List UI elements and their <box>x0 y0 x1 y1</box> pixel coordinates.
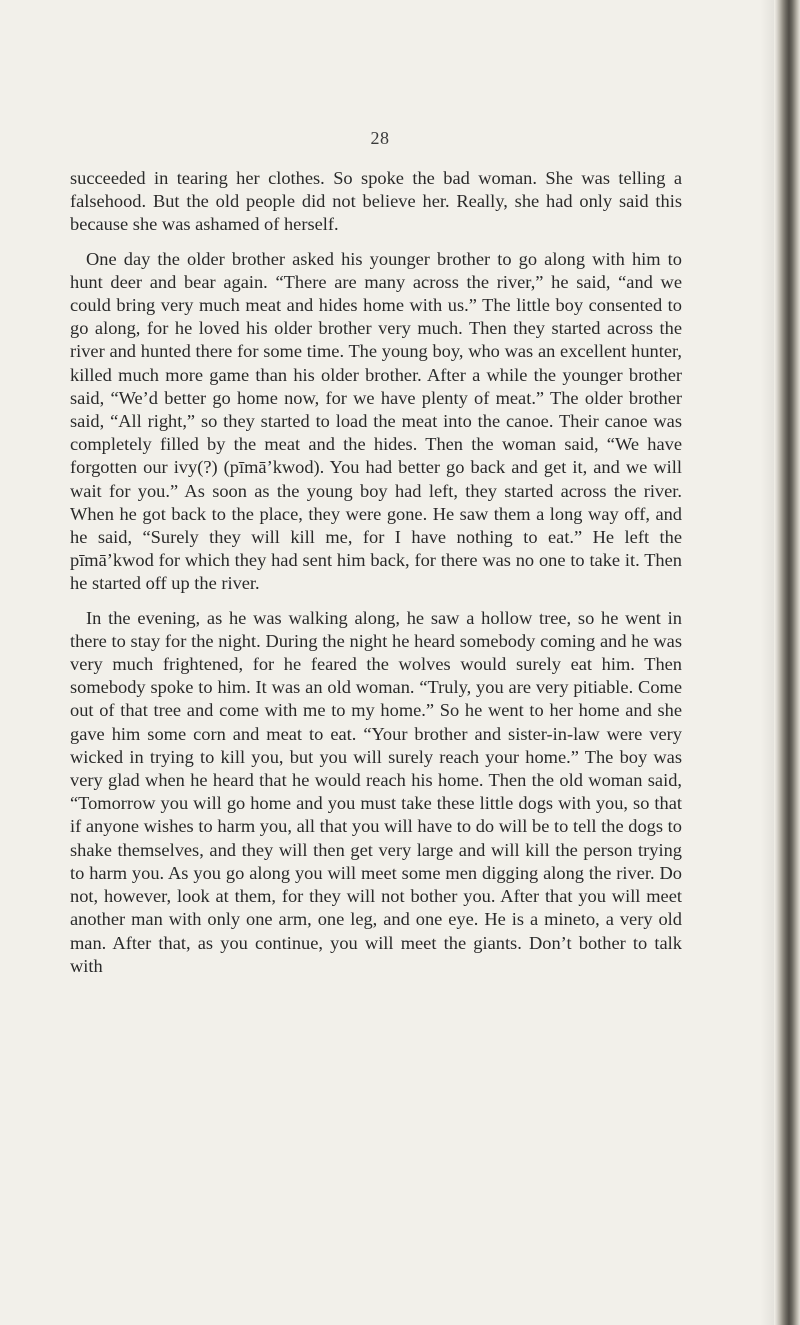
paragraph-3: In the evening, as he was walking along, he saw a hollow tree, so he went in there to stay for the night. During the night he heard somebody coming and he was very much frightened, for he feared the wolves would surely eat him. Then somebody spoke to him. It was an old woman. “Truly, you are very pitiable. Come out of that tree and come with me to my home.” So he went to her home and she gave him some corn and meat to eat. “Your brother and sister-in-law were very wicked in trying to kill you, but you will surely reach your home.” The boy was very glad when he heard that he would reach his home. Then the old woman said, “Tomorrow you will go home and you must take these little dogs with you, so that if anyone wishes to harm you, all that you will have to do will be to tell the dogs to shake themselves, and they will then get very large and will kill the person trying to harm you. As you go along you will meet some men digging along the river. Do not, however, look at them, for they will not bother you. After that you will meet another man with only one arm, one leg, and one eye. He is a mineto, a very old man. After that, as you continue, you will meet the giants. Don’t bother to talk with <box>70 607 682 976</box>
binding-shadow <box>760 0 774 1325</box>
paragraph-2: One day the older brother asked his younger brother to go along with him to hunt deer and bear again. “There are many across the river,” he said, “and we could bring very much meat and hides home with us.” The little boy consented to go along, for he loved his older brother very much. Then they started across the river and hunted there for some time. The young boy, who was an excellent hunter, killed much more game than his older brother. After a while the younger brother said, “We’d better go home now, for we have plenty of meat.” The older brother said, “All right,” so they started to load the meat into the canoe. Their canoe was completely filled by the meat and the hides. Then the woman said, “We have forgotten our ivy(?) (pīmā’kwod). You had better go back and get it, and we will wait for you.” As soon as the young boy had left, they started across the river. When he got back to the place, they were gone. He saw them a long way off, and he said, “Surely they will kill me, for I have nothing to eat.” He left the pīmā’kwod for which they had sent him back, for there was no one to take it. Then he started off up the river. <box>70 248 682 594</box>
binding-edge <box>774 0 800 1325</box>
body-text <box>70 167 682 989</box>
paragraph-1: succeeded in tearing her clothes. So spoke the bad woman. She was telling a falsehood. But the old people did not believe her. Really, she had only said this because she was ashamed of herself. <box>70 168 682 235</box>
page-number: 28 <box>370 128 390 148</box>
